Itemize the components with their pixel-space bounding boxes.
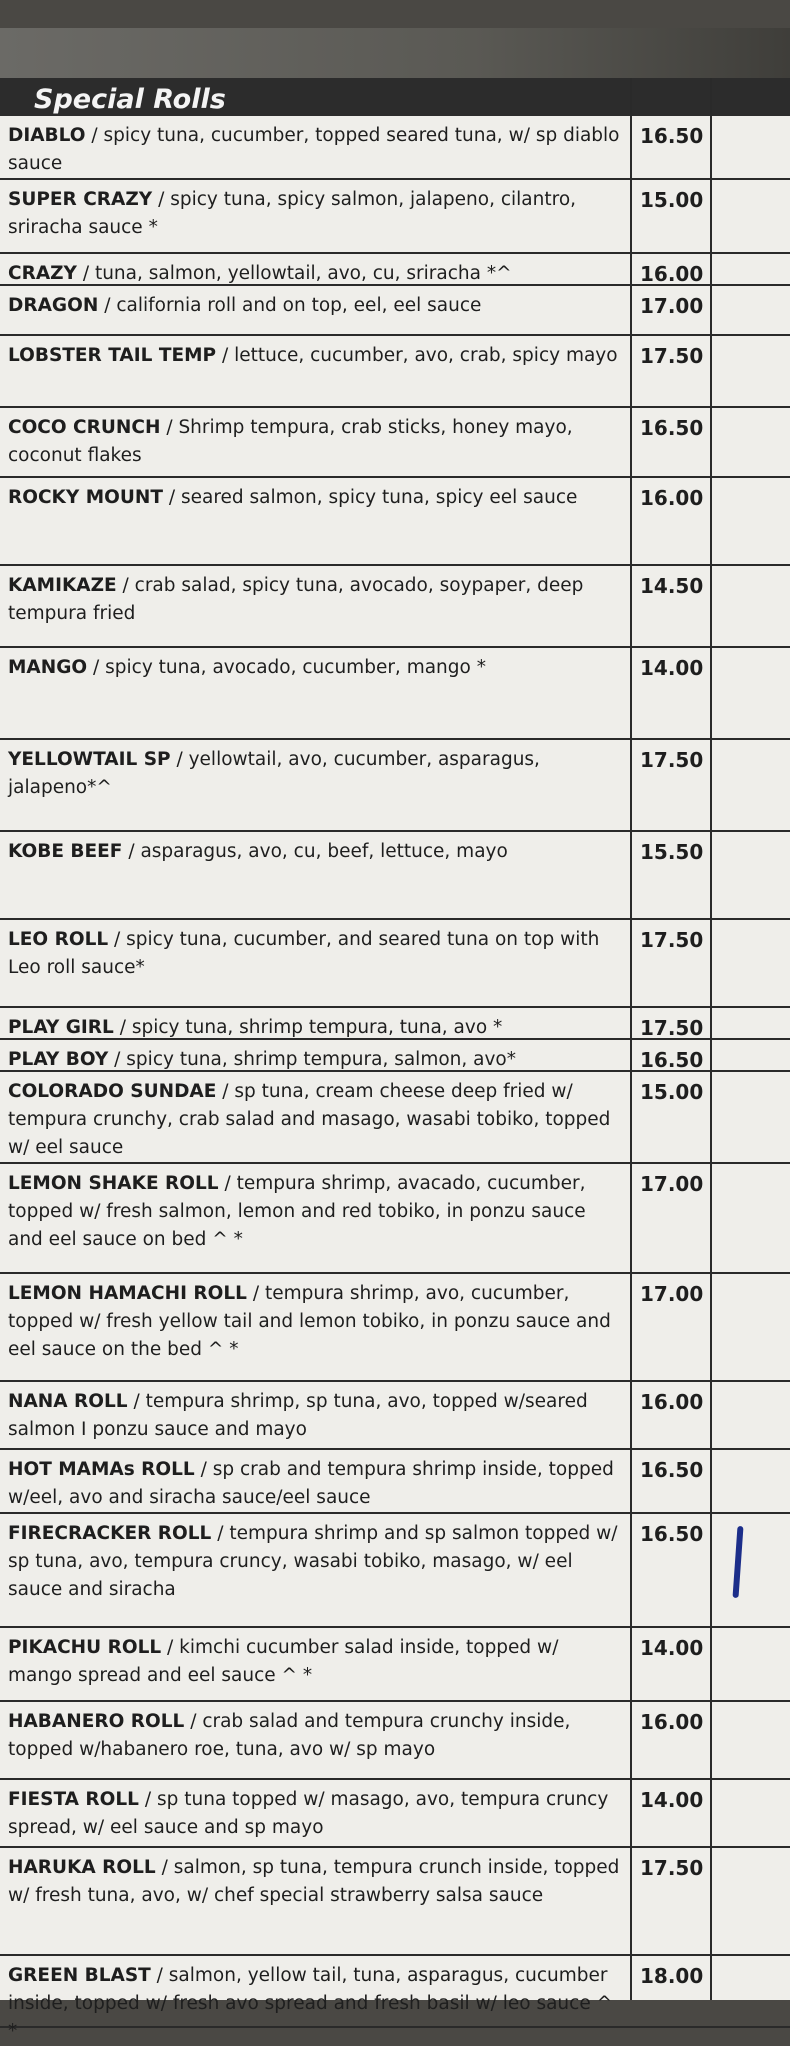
menu-item-name: HABANERO ROLL — [8, 1711, 185, 1732]
menu-item-name: HOT MAMAs ROLL — [8, 1459, 195, 1480]
menu-item-description: tempura shrimp, avo, cucumber, topped w/ fresh yellow tail and lemon tobiko, in ponzu sauce and eel sauce on the bed ^ * — [8, 1283, 611, 1360]
menu-item-price: 14.00 — [640, 1788, 704, 1812]
menu-item-row — [0, 408, 790, 478]
menu-item-price: 16.00 — [640, 1390, 704, 1414]
menu-item-name: COLORADO SUNDAE — [8, 1081, 217, 1102]
menu-item-separator: / — [216, 345, 235, 366]
menu-item-description: asparagus, avo, cu, beef, lettuce, mayo — [140, 841, 508, 862]
menu-item-name: FIRECRACKER ROLL — [8, 1523, 212, 1544]
menu-item-separator: / — [161, 1637, 180, 1658]
menu-item-price: 17.00 — [640, 1172, 704, 1196]
menu-item-row — [0, 1780, 790, 1848]
menu-item-name: CRAZY — [8, 263, 77, 284]
menu-item-text — [8, 926, 620, 982]
menu-item-price: 17.00 — [640, 294, 704, 318]
menu-item-description: sp tuna topped w/ masago, avo, tempura cruncy spread, w/ eel sauce and sp mayo — [8, 1789, 609, 1838]
menu-item-text — [8, 484, 620, 512]
menu-item-name: PLAY BOY — [8, 1049, 109, 1070]
menu-item-row — [0, 1702, 790, 1780]
menu-item-text — [8, 414, 620, 470]
menu-item-separator: / — [87, 657, 106, 678]
menu-item-description: seared salmon, spicy tuna, spicy eel sauce — [180, 487, 578, 508]
menu-item-text — [8, 186, 620, 242]
menu-item-description: crab salad, spicy tuna, avocado, soypaper, deep tempura fried — [8, 575, 584, 624]
menu-item-row — [0, 1848, 790, 1956]
menu-item-text — [8, 1170, 620, 1254]
menu-item-row — [0, 1382, 790, 1450]
menu-item-description: california roll and on top, eel, eel sauce — [116, 295, 482, 316]
menu-item-text — [8, 1078, 620, 1162]
menu-item-text — [8, 1708, 620, 1764]
menu-item-description: sp tuna, cream cheese deep fried w/ tempura crunchy, crab salad and masago, wasabi tobiko, topped w/ eel sauce — [8, 1081, 611, 1158]
menu-top-edge — [0, 28, 790, 78]
menu-item-separator: / — [218, 1173, 237, 1194]
menu-item-separator: / — [127, 1391, 146, 1412]
menu-item-description: tempura shrimp, avacado, cucumber, topped w/ fresh salmon, lemon and red tobiko, in ponzu sauce and eel sauce on bed ^ * — [8, 1173, 586, 1250]
menu-item-row — [0, 478, 790, 566]
menu-item-text — [8, 1280, 620, 1364]
menu-item-text — [8, 1456, 620, 1512]
menu-item-text — [8, 1046, 620, 1074]
menu-item-price: 15.00 — [640, 188, 704, 212]
menu-item-price: 17.50 — [640, 748, 704, 772]
menu-item-name: SUPER CRAZY — [8, 189, 153, 210]
menu-item-text — [8, 746, 620, 802]
menu-item-name: DRAGON — [8, 295, 99, 316]
menu-item-separator: / — [211, 1523, 230, 1544]
menu-item-price: 17.50 — [640, 1856, 704, 1880]
menu-item-description: salmon, sp tuna, tempura crunch inside, topped w/ fresh tuna, avo, w/ chef special strawberry salsa sauce — [8, 1857, 620, 1906]
menu-item-separator: / — [155, 1857, 174, 1878]
menu-item-separator: / — [184, 1711, 203, 1732]
menu-item-description: spicy tuna, cucumber, topped seared tuna, w/ sp diablo sauce — [8, 125, 620, 174]
menu-item-name: PIKACHU ROLL — [8, 1637, 162, 1658]
menu-item-separator: / — [122, 841, 141, 862]
menu-item-description: tuna, salmon, yellowtail, avo, cu, sriracha *^ — [94, 263, 512, 284]
menu-item-name: YELLOWTAIL SP — [8, 749, 171, 770]
menu-item-separator: / — [98, 295, 117, 316]
menu-item-name: ROCKY MOUNT — [8, 487, 163, 508]
menu-item-description: spicy tuna, shrimp tempura, salmon, avo* — [126, 1049, 516, 1070]
menu-item-description: kimchi cucumber salad inside, topped w/ mango spread and eel sauce ^ * — [8, 1637, 559, 1686]
menu-item-price: 14.00 — [640, 656, 704, 680]
menu-item-row — [0, 920, 790, 1008]
menu-item-text — [8, 1786, 620, 1842]
menu-item-row — [0, 1040, 790, 1072]
menu-item-text — [8, 654, 620, 682]
menu-item-separator: / — [108, 1049, 127, 1070]
menu-item-description: spicy tuna, avocado, cucumber, mango * — [105, 657, 486, 678]
section-title: Special Rolls — [34, 84, 226, 115]
menu-item-separator: / — [246, 1283, 265, 1304]
menu-item-separator: / — [162, 487, 181, 508]
menu-item-name: LOBSTER TAIL TEMP — [8, 345, 217, 366]
menu-item-row — [0, 254, 790, 286]
menu-sheet — [0, 28, 790, 2042]
menu-item-separator: / — [170, 749, 189, 770]
menu-item-description: spicy tuna, shrimp tempura, tuna, avo * — [131, 1017, 503, 1038]
menu-item-separator: / — [194, 1459, 213, 1480]
menu-item-text — [8, 1520, 620, 1604]
menu-item-row — [0, 566, 790, 648]
menu-item-text — [8, 1962, 620, 2046]
menu-item-text — [8, 260, 620, 288]
menu-item-name: NANA ROLL — [8, 1391, 128, 1412]
menu-item-name: KOBE BEEF — [8, 841, 123, 862]
menu-item-name: LEO ROLL — [8, 929, 109, 950]
menu-item-name: COCO CRUNCH — [8, 417, 161, 438]
menu-item-description: spicy tuna, spicy salmon, jalapeno, cilantro, sriracha sauce * — [8, 189, 577, 238]
menu-item-name: HARUKA ROLL — [8, 1857, 156, 1878]
menu-item-text — [8, 1634, 620, 1690]
menu-item-text — [8, 1014, 620, 1042]
menu-item-price: 16.50 — [640, 1458, 704, 1482]
menu-item-name: PLAY GIRL — [8, 1017, 114, 1038]
menu-item-price: 15.00 — [640, 1080, 704, 1104]
menu-item-name: DIABLO — [8, 125, 86, 146]
menu-item-description: sp crab and tempura shrimp inside, topped w/eel, avo and siracha sauce/eel sauce — [8, 1459, 614, 1508]
menu-item-row — [0, 116, 790, 180]
menu-item-separator: / — [76, 263, 95, 284]
menu-item-row — [0, 1164, 790, 1274]
menu-item-price: 14.00 — [640, 1636, 704, 1660]
menu-item-row — [0, 648, 790, 740]
price-column-divider — [630, 78, 632, 2000]
menu-item-description: tempura shrimp and sp salmon topped w/ sp tuna, avo, tempura cruncy, wasabi tobiko, masago, w/ eel sauce and siracha — [8, 1523, 618, 1600]
menu-item-price: 16.50 — [640, 1522, 704, 1546]
menu-item-price: 17.50 — [640, 344, 704, 368]
menu-item-separator: / — [150, 1965, 169, 1986]
menu-item-price: 16.00 — [640, 1710, 704, 1734]
menu-item-separator: / — [138, 1789, 157, 1810]
menu-item-description: yellowtail, avo, cucumber, asparagus, jalapeno*^ — [8, 749, 540, 798]
menu-item-row — [0, 336, 790, 408]
menu-item-description: Shrimp tempura, crab sticks, honey mayo, coconut flakes — [8, 417, 573, 466]
menu-item-description: salmon, yellow tail, tuna, asparagus, cucumber inside, topped w/ fresh avo spread and fresh basil w/ leo sauce ^ * — [8, 1965, 613, 2042]
menu-item-text — [8, 1854, 620, 1910]
menu-item-row — [0, 1450, 790, 1514]
menu-item-row — [0, 1628, 790, 1702]
menu-item-price: 16.50 — [640, 416, 704, 440]
menu-item-separator: / — [116, 575, 135, 596]
menu-item-separator: / — [160, 417, 179, 438]
menu-item-price: 17.50 — [640, 928, 704, 952]
menu-item-name: GREEN BLAST — [8, 1965, 151, 1986]
menu-item-description: lettuce, cucumber, avo, crab, spicy mayo — [234, 345, 618, 366]
menu-item-price: 17.00 — [640, 1282, 704, 1306]
menu-item-separator: / — [85, 125, 104, 146]
menu-item-price: 16.50 — [640, 1048, 704, 1072]
menu-item-separator: / — [108, 929, 127, 950]
menu-item-price: 17.50 — [640, 1016, 704, 1040]
menu-item-separator: / — [152, 189, 171, 210]
menu-item-price: 16.00 — [640, 486, 704, 510]
menu-item-text — [8, 572, 620, 628]
menu-item-description: tempura shrimp, sp tuna, avo, topped w/seared salmon I ponzu sauce and mayo — [8, 1391, 588, 1440]
menu-item-description: crab salad and tempura crunchy inside, topped w/habanero roe, tuna, avo w/ sp mayo — [8, 1711, 571, 1760]
menu-item-row — [0, 1514, 790, 1628]
menu-item-description: spicy tuna, cucumber, and seared tuna on top with Leo roll sauce* — [8, 929, 600, 978]
menu-item-separator: / — [113, 1017, 132, 1038]
menu-item-row — [0, 740, 790, 832]
menu-item-price: 14.50 — [640, 574, 704, 598]
menu-item-price: 16.50 — [640, 124, 704, 148]
menu-item-name: FIESTA ROLL — [8, 1789, 139, 1810]
menu-item-name: KAMIKAZE — [8, 575, 117, 596]
menu-item-row — [0, 286, 790, 336]
menu-item-price: 16.00 — [640, 262, 704, 286]
menu-item-row — [0, 1956, 790, 2042]
menu-item-row — [0, 180, 790, 254]
menu-item-text — [8, 122, 620, 178]
menu-item-name: MANGO — [8, 657, 88, 678]
menu-item-text — [8, 342, 620, 370]
menu-item-row — [0, 1072, 790, 1164]
menu-item-name: LEMON SHAKE ROLL — [8, 1173, 219, 1194]
menu-item-row — [0, 1008, 790, 1040]
menu-item-text — [8, 1388, 620, 1444]
menu-item-name: LEMON HAMACHI ROLL — [8, 1283, 247, 1304]
notes-column-divider — [710, 78, 712, 2000]
menu-item-row — [0, 1274, 790, 1382]
menu-item-separator: / — [216, 1081, 235, 1102]
menu-item-price: 18.00 — [640, 1964, 704, 1988]
menu-item-text — [8, 292, 620, 320]
menu-item-price: 15.50 — [640, 840, 704, 864]
menu-item-text — [8, 838, 620, 866]
menu-item-row — [0, 832, 790, 920]
